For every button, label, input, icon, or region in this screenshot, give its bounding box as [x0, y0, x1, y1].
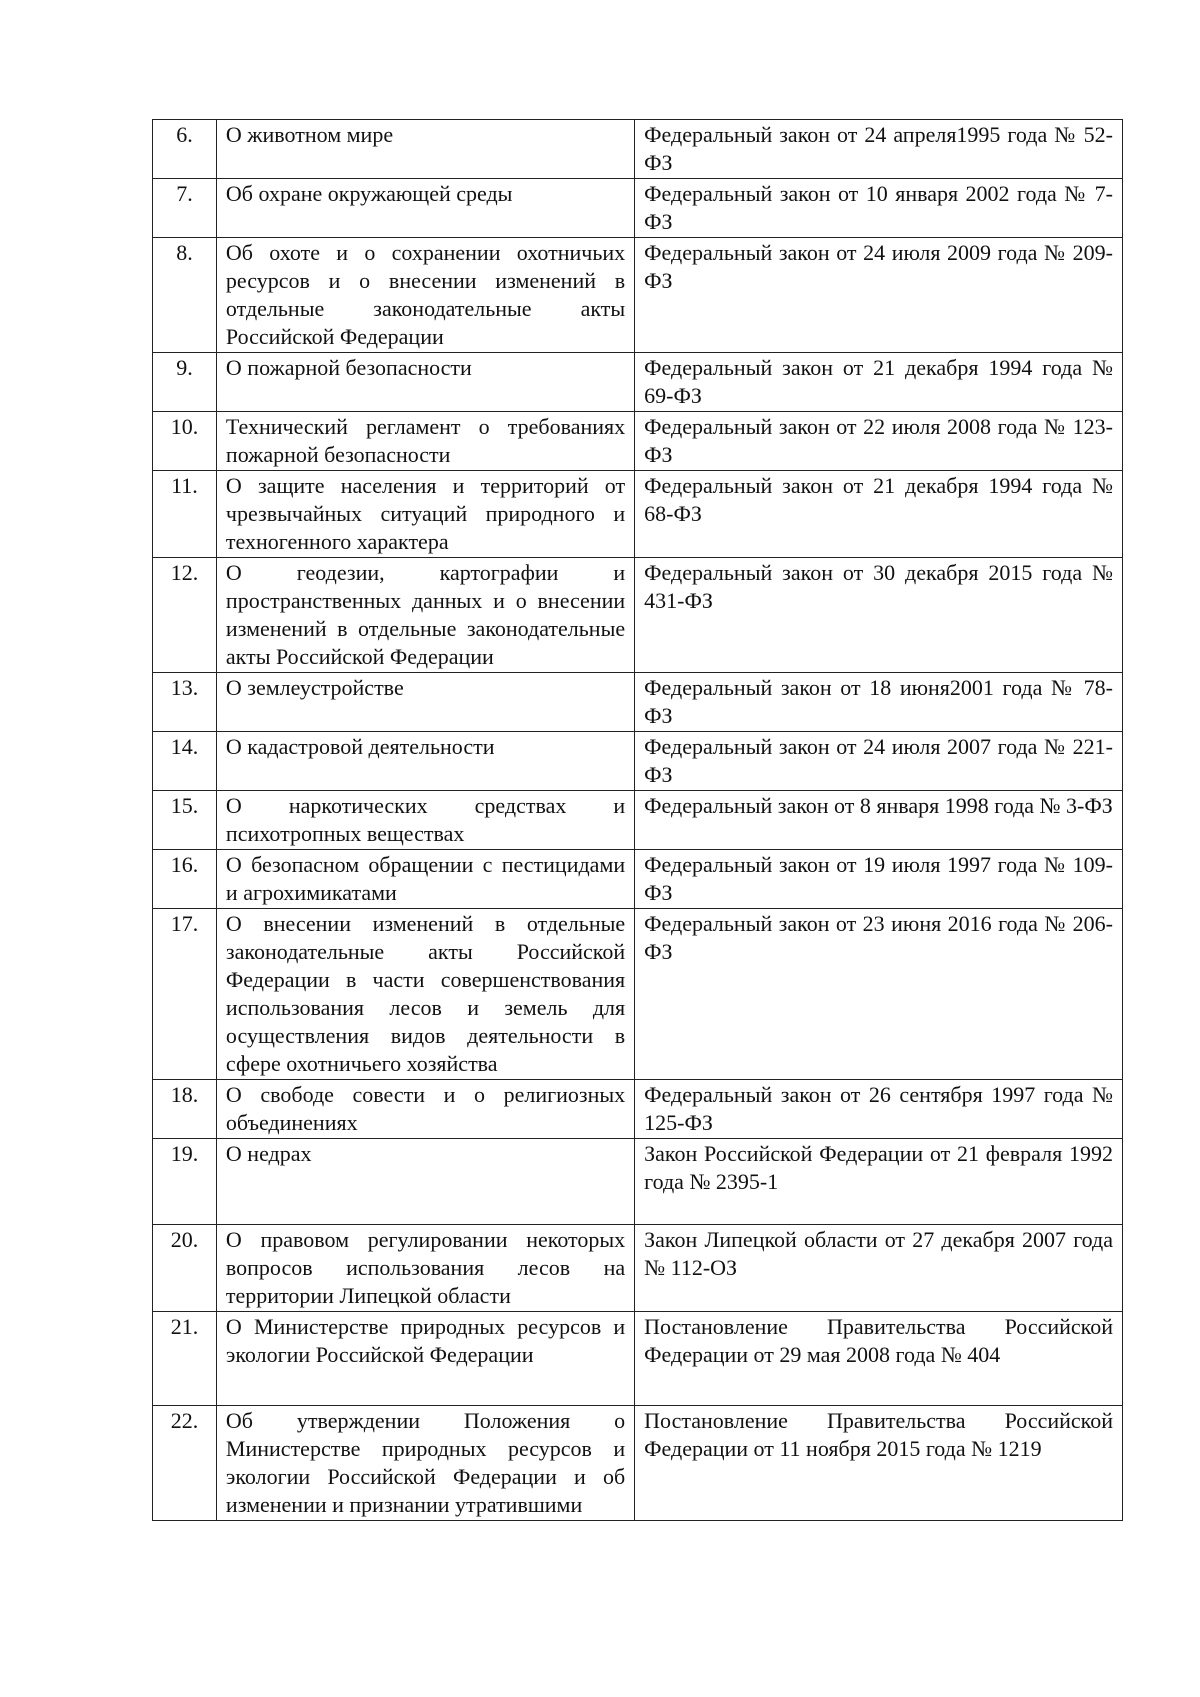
act-title: Об охране окружающей среды: [216, 179, 634, 238]
act-reference: Федеральный закон от 24 июля 2009 года № 209-ФЗ: [635, 238, 1123, 353]
act-title: О безопасном обращении с пестицидами и агрохимикатами: [216, 850, 634, 909]
table-row: [153, 1406, 1123, 1521]
act-reference: Федеральный закон от 18 июня2001 года № 78-ФЗ: [635, 673, 1123, 732]
act-title: О животном мире: [216, 120, 634, 179]
row-number: 8.: [153, 238, 217, 353]
act-title: О недрах: [216, 1139, 634, 1225]
row-number: 20.: [153, 1225, 217, 1312]
act-reference: Федеральный закон от 8 января 1998 года № 3-ФЗ: [635, 791, 1123, 850]
act-title: О наркотических средствах и психотропных веществах: [216, 791, 634, 850]
table-row: [153, 238, 1123, 353]
table-row: [153, 471, 1123, 558]
act-reference: Федеральный закон от 19 июля 1997 года № 109-ФЗ: [635, 850, 1123, 909]
row-number: 10.: [153, 412, 217, 471]
row-number: 19.: [153, 1139, 217, 1225]
table-row: [153, 909, 1123, 1080]
act-reference: Федеральный закон от 22 июля 2008 года № 123-ФЗ: [635, 412, 1123, 471]
legal-acts-table: [152, 119, 1123, 1521]
table-row: [153, 1080, 1123, 1139]
table-row: [153, 1225, 1123, 1312]
act-title: Технический регламент о требованиях пожарной безопасности: [216, 412, 634, 471]
act-reference: Федеральный закон от 10 января 2002 года № 7-ФЗ: [635, 179, 1123, 238]
act-title: О геодезии, картографии и пространственных данных и о внесении изменений в отдельные законодательные акты Российской Федерации: [216, 558, 634, 673]
row-number: 21.: [153, 1312, 217, 1406]
act-title: О правовом регулировании некоторых вопросов использования лесов на территории Липецкой области: [216, 1225, 634, 1312]
table-row: [153, 1312, 1123, 1406]
row-number: 17.: [153, 909, 217, 1080]
table-row: [153, 850, 1123, 909]
row-number: 16.: [153, 850, 217, 909]
table-row: [153, 732, 1123, 791]
table-row: [153, 120, 1123, 179]
act-reference: Федеральный закон от 24 июля 2007 года № 221-ФЗ: [635, 732, 1123, 791]
table-row: [153, 353, 1123, 412]
table-row: [153, 791, 1123, 850]
act-reference: Федеральный закон от 30 декабря 2015 года № 431-ФЗ: [635, 558, 1123, 673]
act-reference: Федеральный закон от 21 декабря 1994 года № 68-ФЗ: [635, 471, 1123, 558]
act-reference: Постановление Правительства Российской Федерации от 11 ноября 2015 года № 1219: [635, 1406, 1123, 1521]
table-row: [153, 558, 1123, 673]
row-number: 6.: [153, 120, 217, 179]
act-title: О свободе совести и о религиозных объединениях: [216, 1080, 634, 1139]
row-number: 22.: [153, 1406, 217, 1521]
row-number: 9.: [153, 353, 217, 412]
act-reference: Закон Липецкой области от 27 декабря 2007 года № 112-ОЗ: [635, 1225, 1123, 1312]
row-number: 13.: [153, 673, 217, 732]
row-number: 14.: [153, 732, 217, 791]
act-title: О внесении изменений в отдельные законодательные акты Российской Федерации в части совершенствования использования лесов и земель для осуществления видов деятельности в сфере охотничьего хозяйства: [216, 909, 634, 1080]
act-title: О кадастровой деятельности: [216, 732, 634, 791]
act-title: О пожарной безопасности: [216, 353, 634, 412]
row-number: 18.: [153, 1080, 217, 1139]
act-reference: Закон Российской Федерации от 21 февраля 1992 года № 2395-1: [635, 1139, 1123, 1225]
act-title: О Министерстве природных ресурсов и экологии Российской Федерации: [216, 1312, 634, 1406]
row-number: 15.: [153, 791, 217, 850]
row-number: 7.: [153, 179, 217, 238]
table-row: [153, 673, 1123, 732]
row-number: 11.: [153, 471, 217, 558]
act-reference: Постановление Правительства Российской Федерации от 29 мая 2008 года № 404: [635, 1312, 1123, 1406]
act-title: О защите населения и территорий от чрезвычайных ситуаций природного и техногенного характера: [216, 471, 634, 558]
act-title: О землеустройстве: [216, 673, 634, 732]
row-number: 12.: [153, 558, 217, 673]
table-row: [153, 1139, 1123, 1225]
table-row: [153, 179, 1123, 238]
act-reference: Федеральный закон от 24 апреля1995 года № 52-ФЗ: [635, 120, 1123, 179]
act-title: Об охоте и о сохранении охотничьих ресурсов и о внесении изменений в отдельные законодательные акты Российской Федерации: [216, 238, 634, 353]
act-reference: Федеральный закон от 26 сентября 1997 года № 125-ФЗ: [635, 1080, 1123, 1139]
act-title: Об утверждении Положения о Министерстве природных ресурсов и экологии Российской Федерации и об изменении и признании утратившими: [216, 1406, 634, 1521]
act-reference: Федеральный закон от 23 июня 2016 года № 206-ФЗ: [635, 909, 1123, 1080]
table-row: [153, 412, 1123, 471]
act-reference: Федеральный закон от 21 декабря 1994 года № 69-ФЗ: [635, 353, 1123, 412]
